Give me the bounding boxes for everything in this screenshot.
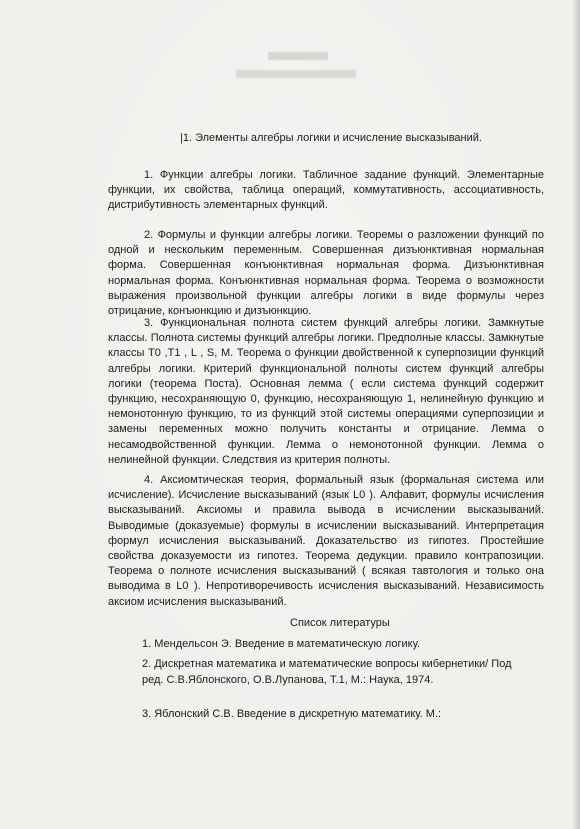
reference-item-3: 3. Яблонский С.В. Введение в дискретную математику. М.:	[142, 708, 442, 720]
paragraph-3: 3. Функциональная полнота систем функций алгебры логики. Замкнутые классы. Полнота системы функций алгебры логики. Предполные классы. Замкнутые классы T0 ,T1 , L , S, M. Теорема о функции двойственной к суперпозиции функций алгебры логики. Критерий функциональной полноты систем функций алгебры логики (теорема Поста). Основная лемма ( если система функций содержит функцию, несохраняющую 0, функцию, несохраняющую 1, нелинейную функцию и немонотонную функцию, то из функций этой системы операциями суперпозиции и замены переменных можно получить константы и отрицание. Лемма о несамодвойственной функции. Лемма о немонотонной функции. Лемма о нелинейной функции. Следствия из критерия полноты.	[108, 317, 544, 466]
scan-edge-shadow	[572, 0, 580, 829]
section-heading: |1. Элементы алгебры логики и исчисление высказываний.	[180, 132, 482, 144]
bleed-through-mark	[236, 70, 356, 78]
paragraph-1: 1. Функции алгебры логики. Табличное задание функций. Элементарные функции, их свойства, таблица операций, коммутативность, ассоциативность, дистрибутивность элементарных функций.	[108, 169, 544, 212]
reference-item-1: 1. Мендельсон Э. Введение в математическую логику.	[142, 638, 421, 650]
reference-item-2: 2. Дискретная математика и математические вопросы кибернетики/ Под ред. С.В.Яблонского, О.В.Лупанова, Т.1, М.: Наука, 1974.	[142, 658, 512, 686]
paragraph-4: 4. Аксиомтическая теория, формальный язык (формальная система или исчисление). Исчисление высказываний (язык L0 ). Алфавит, формулы исчисления высказываний. Аксиомы и правила вывода в исчислении высказываний. Выводимые (доказуемые) формулы в исчислении высказываний. Интерпретация формул исчисления высказываний. Доказательство из гипотез. Простейшие свойства доказуемости из гипотез. Теорема дедукции. правило контрапозиции. Теорема о полноте исчисления высказываний ( всякая тавтология и только она выводима в L0 ). Непротиворечивость исчисления высказываний. Независимость аксиом исчисления высказываний.	[108, 474, 544, 608]
paragraph-2: 2. Формулы и функции алгебры логики. Теоремы о разложении функций по одной и нескольким переменным. Совершенная дизъюнктивная нормальная форма. Совершенная конъюнктивная нормальная форма. Дизъюнктивная нормальная форма. Конъюнктивная нормальная форма. Теорема о возможности выражения произвольной функции алгебры логики в виде формулы через отрицание, конъюнкцию и дизъюнкцию.	[108, 229, 544, 318]
bleed-through-mark	[268, 52, 328, 60]
references-title: Список литературы	[290, 617, 390, 629]
